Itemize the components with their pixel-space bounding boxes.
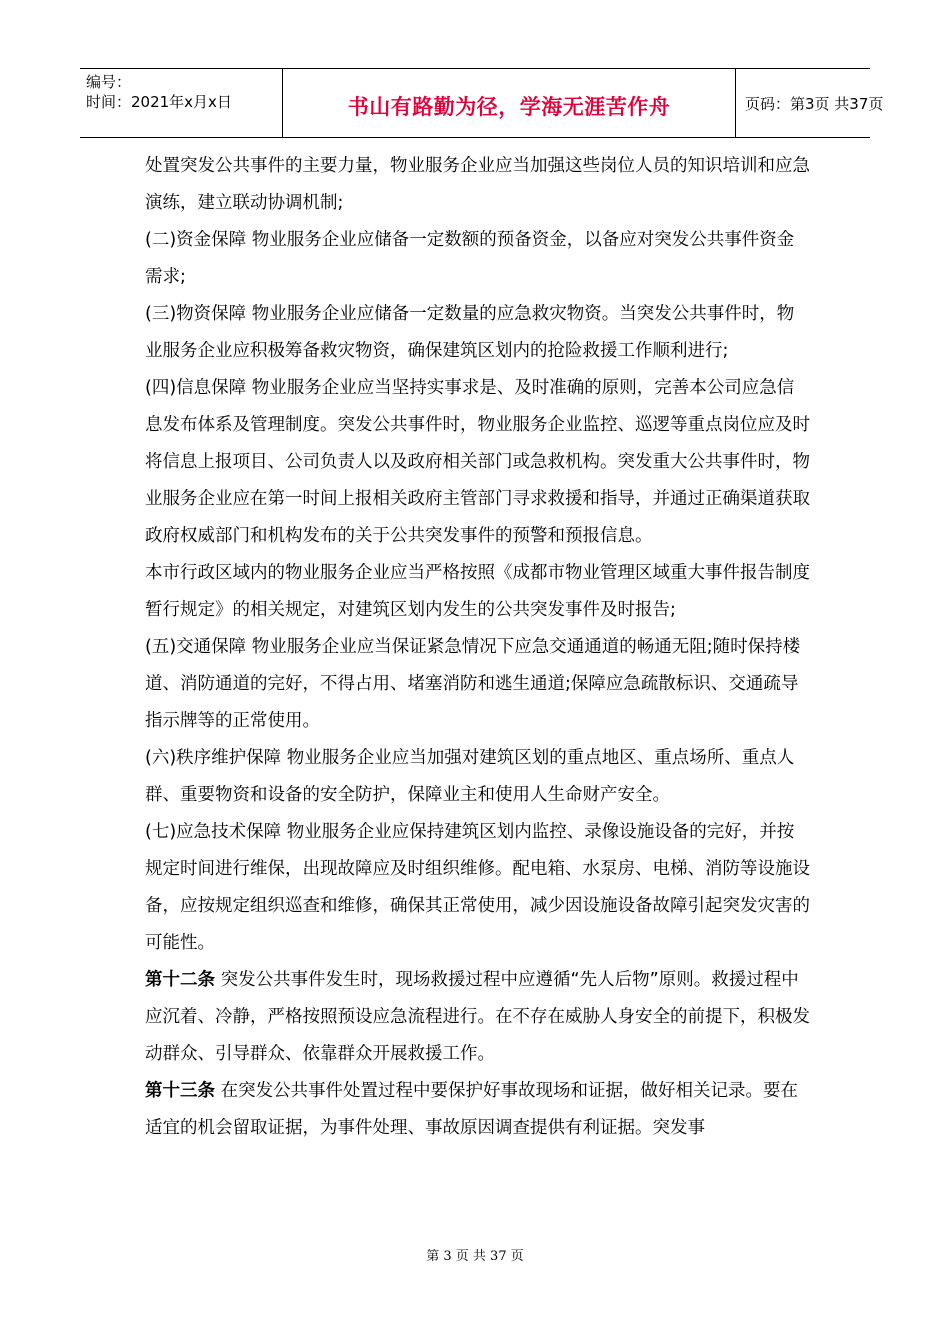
article-number: 第十三条 — [145, 1081, 215, 1101]
article-paragraph: 第十二条 突发公共事件发生时，现场救援过程中应遵循“先人后物”原则。救援过程中应沉着、冷静，严格按照预设应急流程进行。在不存在威胁人身安全的前提下，积极发动群众、引导群众、依靠群众开展救援工作。 — [145, 970, 810, 1064]
header-meta — [80, 69, 282, 137]
article-number: 第十二条 — [145, 970, 215, 990]
header-page-info: 页码：第3页 共37页 — [745, 95, 884, 113]
paragraph: (二)资金保障 物业服务企业应储备一定数额的预备资金，以备应对突发公共事件资金需求; — [145, 230, 795, 287]
paragraph: (四)信息保障 物业服务企业应当坚持实事求是、及时准确的原则，完善本公司应急信息发布体系及管理制度。突发公共事件时，物业服务企业监控、巡逻等重点岗位应及时将信息上报项目、公司负责人以及政府相关部门或急救机构。突发重大公共事件时，物业服务企业应在第一时间上报相关政府主管部门寻求救援和指导，并通过正确渠道获取政府权威部门和机构发布的关于公共突发事件的预警和预报信息。 — [145, 378, 810, 546]
paragraph: (三)物资保障 物业服务企业应储备一定数量的应急救灾物资。当突发公共事件时，物业服务企业应积极筹备救灾物资，确保建筑区划内的抢险救援工作顺利进行; — [145, 304, 795, 361]
paragraph: (五)交通保障 物业服务企业应当保证紧急情况下应急交通通道的畅通无阻;随时保持楼道、消防通道的完好，不得占用、堵塞消防和逃生通道;保障应急疏散标识、交通疏导指示牌等的正常使用。 — [145, 637, 801, 731]
paragraph: 本市行政区域内的物业服务企业应当严格按照《成都市物业管理区域重大事件报告制度暂行规定》的相关规定，对建筑区划内发生的公共突发事件及时报告; — [145, 563, 810, 620]
header-motto: 书山有路勤为径，学海无涯苦作舟 — [347, 95, 671, 119]
document-time-label: 时间：2021年x月x日 — [86, 93, 232, 111]
page-header — [80, 68, 884, 138]
page-footer: 第 3 页 共 37 页 — [426, 1249, 524, 1264]
document-number-label: 编号： — [86, 73, 132, 91]
header-page-cell — [735, 69, 884, 137]
paragraph: 处置突发公共事件的主要力量，物业服务企业应当加强这些岗位人员的知识培训和应急演练，建立联动协调机制; — [145, 156, 810, 213]
paragraph: (七)应急技术保障 物业服务企业应保持建筑区划内监控、录像设施设备的完好，并按规定时间进行维保，出现故障应及时组织维修。配电箱、水泵房、电梯、消防等设施设备，应按规定组织巡查和维修，确保其正常使用，减少因设施设备故障引起突发灾害的可能性。 — [145, 822, 810, 953]
paragraph: (六)秩序维护保障 物业服务企业应当加强对建筑区划的重点地区、重点场所、重点人群、重要物资和设备的安全防护，保障业主和使用人生命财产安全。 — [145, 748, 795, 805]
article-paragraph: 第十三条 在突发公共事件处置过程中要保护好事故现场和证据，做好相关记录。要在适宜的机会留取证据，为事件处理、事故原因调查提供有利证据。突发事 — [145, 1081, 799, 1138]
document-body — [145, 148, 810, 1147]
header-motto-cell — [282, 69, 736, 137]
